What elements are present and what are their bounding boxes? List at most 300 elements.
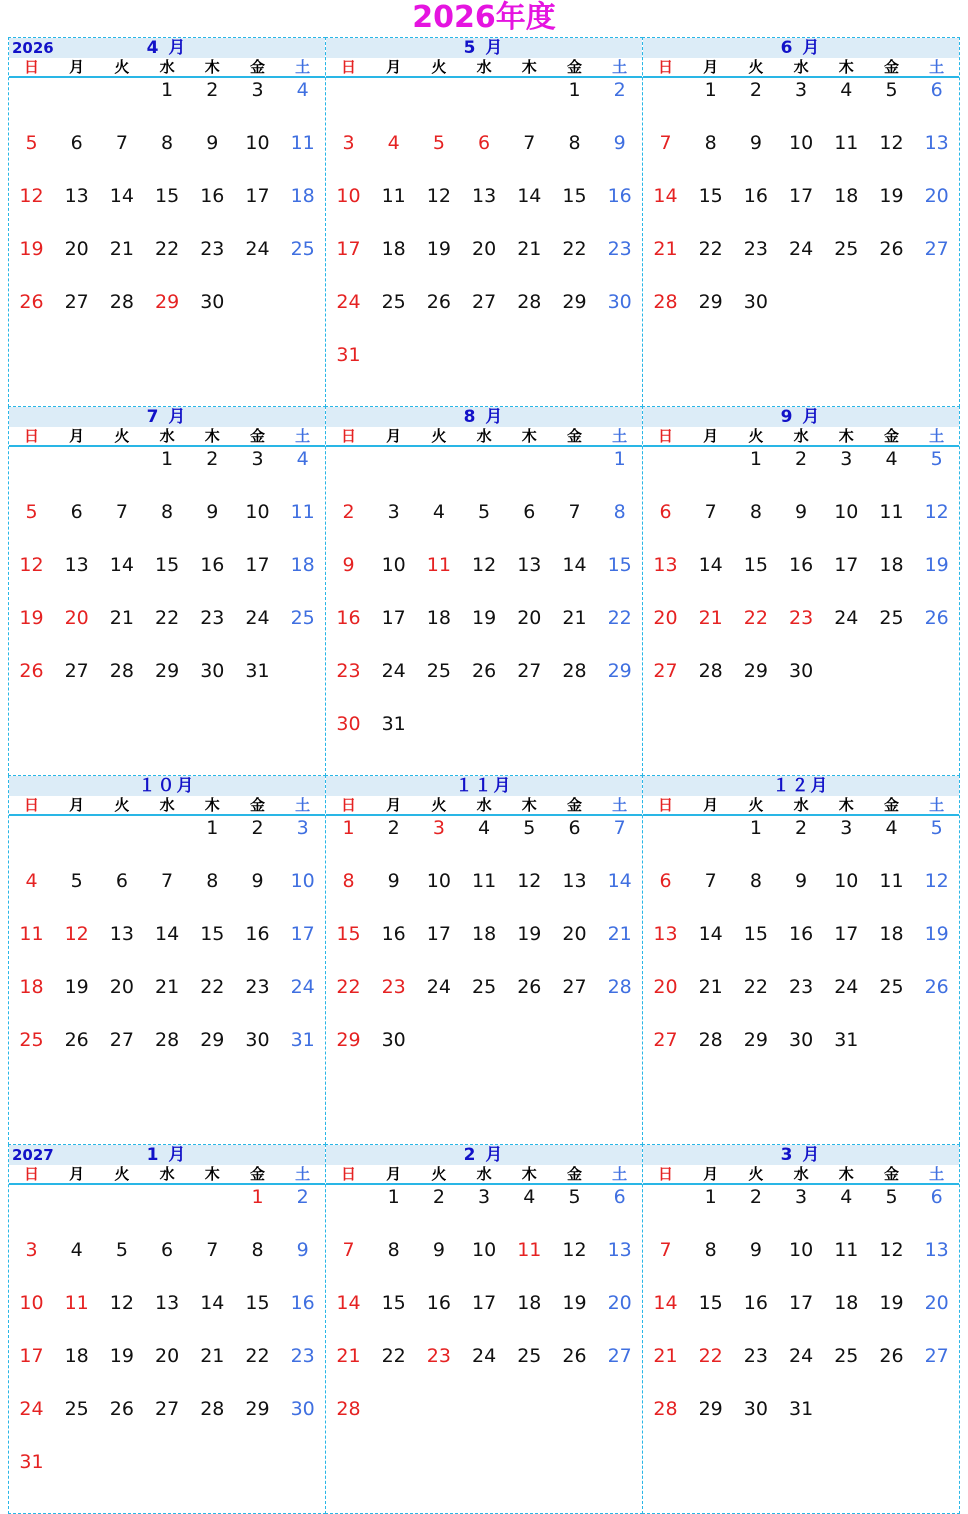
day-cell: 1 [749,448,762,470]
calendar-grid [8,37,960,1473]
weekday-label: 火 [748,58,764,76]
day-cell: 28 [562,660,587,682]
day-cell: 12 [517,870,542,892]
day-cell: 7 [659,1239,672,1261]
day-cell: 25 [879,607,904,629]
weekday-label: 水 [793,1165,809,1183]
day-cell: 27 [64,660,89,682]
day-cell: 7 [523,132,536,154]
day-cell: 16 [336,607,361,629]
day-cell: 8 [704,132,717,154]
day-cell: 11 [834,1239,859,1261]
day-cell: 13 [109,923,134,945]
day-cell: 9 [206,501,219,523]
weekday-label: 日 [23,796,39,814]
day-cell: 12 [924,870,949,892]
day-cell: 21 [200,1345,225,1367]
day-cell: 23 [426,1345,451,1367]
day-cell: 24 [245,238,270,260]
day-cell: 31 [336,344,361,366]
month-block [325,775,643,1145]
day-cell: 30 [336,713,361,735]
day-cell: 31 [19,1451,44,1473]
day-cell: 11 [290,501,315,523]
month-block [325,37,643,407]
weekday-label: 金 [566,427,582,445]
day-cell: 8 [161,501,174,523]
day-cell: 15 [698,185,723,207]
day-cell: 2 [387,817,400,839]
day-cell: 24 [472,1345,497,1367]
day-cell: 24 [426,976,451,998]
weekday-label: 月 [386,58,402,76]
day-cell: 18 [879,554,904,576]
day-cell: 27 [472,291,497,313]
day-cell: 16 [789,554,814,576]
day-cell: 19 [879,1292,904,1314]
day-cell: 10 [245,132,270,154]
day-cell: 17 [19,1345,44,1367]
day-cell: 10 [789,1239,814,1261]
day-cell: 14 [562,554,587,576]
day-cell: 17 [245,554,270,576]
day-cell: 19 [879,185,904,207]
weekday-label: 日 [340,427,356,445]
day-cell: 22 [245,1345,270,1367]
day-cell: 24 [290,976,315,998]
weekday-label: 火 [114,796,130,814]
day-cell: 22 [607,607,632,629]
day-cell: 14 [698,923,723,945]
day-cell: 23 [336,660,361,682]
day-cell: 19 [562,1292,587,1314]
day-cell: 28 [109,291,134,313]
day-cell: 22 [743,607,768,629]
day-cell: 29 [336,1029,361,1051]
weekday-label: 土 [295,427,311,445]
day-cell: 2 [251,817,264,839]
day-cell: 3 [25,1239,38,1261]
day-cell: 2 [206,448,219,470]
day-cell: 25 [834,238,859,260]
day-cell: 15 [155,554,180,576]
day-cell: 9 [251,870,264,892]
day-cell: 5 [885,1186,898,1208]
weekday-label: 水 [476,58,492,76]
day-cell: 18 [290,554,315,576]
day-cell: 16 [426,1292,451,1314]
day-cell: 27 [517,660,542,682]
weekday-header-row [9,427,325,447]
day-cell: 25 [290,607,315,629]
weekday-label: 土 [929,796,945,814]
weekday-label: 金 [883,427,899,445]
day-cell: 24 [245,607,270,629]
day-cell: 7 [342,1239,355,1261]
day-cell: 6 [930,79,943,101]
day-cell: 27 [155,1398,180,1420]
day-cell: 7 [206,1239,219,1261]
day-cell: 15 [155,185,180,207]
day-cell: 30 [200,660,225,682]
day-cell: 3 [387,501,400,523]
day-cell: 22 [562,238,587,260]
day-cell: 3 [795,1186,808,1208]
day-cell: 9 [613,132,626,154]
day-cell: 29 [698,1398,723,1420]
weekday-label: 土 [295,58,311,76]
day-cell: 12 [64,923,89,945]
day-cell: 18 [19,976,44,998]
day-cell: 2 [206,79,219,101]
weekday-label: 金 [566,796,582,814]
day-cell: 16 [743,185,768,207]
day-cell: 16 [381,923,406,945]
day-cell: 12 [879,132,904,154]
day-cell: 30 [245,1029,270,1051]
day-cell: 16 [245,923,270,945]
weekday-header-row [326,796,642,816]
day-cell: 29 [200,1029,225,1051]
weekday-label: 金 [249,1165,265,1183]
day-cell: 28 [698,1029,723,1051]
day-cell: 12 [924,501,949,523]
day-cell: 11 [517,1239,542,1261]
day-cell: 17 [426,923,451,945]
day-cell: 1 [704,79,717,101]
day-cell: 5 [885,79,898,101]
day-cell: 10 [381,554,406,576]
day-cell: 27 [653,660,678,682]
day-cell: 26 [562,1345,587,1367]
day-cell: 11 [64,1292,89,1314]
day-cell: 6 [70,132,83,154]
day-cell: 14 [653,185,678,207]
month-block [8,406,326,776]
weekday-label: 土 [929,58,945,76]
day-cell: 27 [607,1345,632,1367]
day-cell: 2 [749,79,762,101]
weekday-header-row [9,796,325,816]
day-cell: 8 [568,132,581,154]
weekday-label: 水 [476,1165,492,1183]
day-cell: 21 [517,238,542,260]
day-cell: 10 [426,870,451,892]
day-cell: 18 [472,923,497,945]
month-block [642,406,960,776]
day-cell: 19 [64,976,89,998]
weekday-label: 木 [838,427,854,445]
day-cell: 24 [19,1398,44,1420]
day-cell: 9 [749,132,762,154]
weekday-label: 金 [249,58,265,76]
day-cell: 3 [478,1186,491,1208]
weekday-header-row [326,427,642,447]
day-cell: 6 [613,1186,626,1208]
weekday-label: 日 [340,1165,356,1183]
weekday-label: 月 [386,427,402,445]
day-cell: 30 [200,291,225,313]
day-cell: 10 [789,132,814,154]
month-block [642,775,960,1145]
day-cell: 18 [64,1345,89,1367]
weekday-label: 火 [114,427,130,445]
weekday-label: 土 [295,796,311,814]
weekday-label: 水 [793,796,809,814]
day-cell: 7 [568,501,581,523]
weekday-label: 木 [838,796,854,814]
day-cell: 4 [840,79,853,101]
weekday-label: 月 [703,796,719,814]
day-cell: 15 [381,1292,406,1314]
weekday-header-row [326,58,642,78]
day-cell: 17 [245,185,270,207]
day-cell: 1 [704,1186,717,1208]
day-cell: 3 [342,132,355,154]
day-cell: 8 [613,501,626,523]
weekday-label: 水 [476,427,492,445]
day-cell: 11 [879,501,904,523]
weekday-label: 木 [521,58,537,76]
weekday-header-row [326,1165,642,1185]
day-cell: 18 [834,185,859,207]
weekday-label: 木 [838,1165,854,1183]
day-cell: 28 [517,291,542,313]
month-block [642,37,960,407]
weekday-header-row [643,58,959,78]
day-cell: 5 [478,501,491,523]
day-cell: 23 [789,976,814,998]
day-cell: 3 [251,448,264,470]
day-cell: 31 [290,1029,315,1051]
day-cell: 21 [653,1345,678,1367]
day-cell: 26 [426,291,451,313]
day-cell: 6 [161,1239,174,1261]
day-cell: 21 [336,1345,361,1367]
weekday-label: 水 [159,1165,175,1183]
day-cell: 13 [653,554,678,576]
day-cell: 29 [698,291,723,313]
weekday-label: 月 [703,1165,719,1183]
weekday-label: 土 [929,427,945,445]
day-cell: 26 [19,660,44,682]
day-cell: 1 [613,448,626,470]
day-cell: 1 [161,448,174,470]
weekday-label: 火 [748,1165,764,1183]
day-cell: 13 [64,554,89,576]
weekday-label: 月 [386,1165,402,1183]
day-cell: 8 [206,870,219,892]
day-cell: 6 [115,870,128,892]
day-cell: 8 [251,1239,264,1261]
day-cell: 9 [342,554,355,576]
day-cell: 18 [879,923,904,945]
day-cell: 12 [426,185,451,207]
day-cell: 2 [613,79,626,101]
weekday-label: 金 [883,796,899,814]
day-cell: 29 [155,660,180,682]
day-cell: 10 [19,1292,44,1314]
day-cell: 22 [336,976,361,998]
day-cell: 15 [245,1292,270,1314]
day-cell: 21 [698,976,723,998]
day-cell: 16 [290,1292,315,1314]
weekday-header-row [643,1165,959,1185]
day-cell: 17 [834,554,859,576]
day-cell: 6 [659,501,672,523]
day-cell: 25 [472,976,497,998]
day-cell: 23 [607,238,632,260]
day-cell: 9 [795,870,808,892]
day-cell: 5 [930,817,943,839]
day-cell: 8 [161,132,174,154]
day-cell: 27 [64,291,89,313]
day-cell: 15 [200,923,225,945]
day-cell: 5 [70,870,83,892]
day-cell: 8 [342,870,355,892]
day-cell: 18 [517,1292,542,1314]
month-block [325,1144,643,1514]
day-cell: 23 [200,607,225,629]
day-cell: 2 [296,1186,309,1208]
day-cell: 6 [930,1186,943,1208]
day-cell: 19 [472,607,497,629]
month-title: 1 月 [146,1145,188,1165]
day-cell: 4 [885,448,898,470]
weekday-label: 木 [204,427,220,445]
day-cell: 1 [342,817,355,839]
day-cell: 25 [381,291,406,313]
day-cell: 20 [653,607,678,629]
day-cell: 30 [607,291,632,313]
weekday-label: 日 [657,796,673,814]
day-cell: 11 [381,185,406,207]
day-cell: 8 [749,870,762,892]
weekday-label: 火 [431,427,447,445]
day-cell: 20 [607,1292,632,1314]
day-cell: 19 [924,923,949,945]
day-cell: 19 [109,1345,134,1367]
day-cell: 4 [478,817,491,839]
day-cell: 17 [789,1292,814,1314]
day-cell: 19 [517,923,542,945]
weekday-label: 土 [929,1165,945,1183]
day-cell: 20 [924,1292,949,1314]
weekday-label: 金 [249,427,265,445]
day-cell: 10 [336,185,361,207]
day-cell: 1 [161,79,174,101]
day-cell: 15 [562,185,587,207]
day-cell: 20 [653,976,678,998]
weekday-header-row [643,796,959,816]
day-cell: 5 [25,501,38,523]
day-cell: 23 [743,1345,768,1367]
weekday-label: 日 [23,427,39,445]
weekday-label: 月 [69,58,85,76]
day-cell: 15 [743,923,768,945]
day-cell: 25 [64,1398,89,1420]
day-cell: 20 [64,607,89,629]
weekday-label: 木 [838,58,854,76]
day-cell: 5 [568,1186,581,1208]
day-cell: 24 [336,291,361,313]
day-cell: 7 [704,501,717,523]
day-cell: 3 [840,448,853,470]
weekday-label: 火 [431,796,447,814]
day-cell: 9 [296,1239,309,1261]
day-cell: 10 [245,501,270,523]
year-label: 2026 [12,39,54,57]
day-cell: 12 [19,185,44,207]
day-cell: 29 [743,660,768,682]
day-cell: 30 [789,1029,814,1051]
weekday-label: 月 [69,796,85,814]
day-cell: 22 [381,1345,406,1367]
day-cell: 4 [296,79,309,101]
day-cell: 4 [840,1186,853,1208]
day-cell: 30 [290,1398,315,1420]
day-cell: 13 [924,1239,949,1261]
day-cell: 1 [568,79,581,101]
weekday-label: 金 [566,1165,582,1183]
day-cell: 12 [562,1239,587,1261]
weekday-label: 火 [114,1165,130,1183]
day-cell: 24 [789,1345,814,1367]
day-cell: 2 [749,1186,762,1208]
weekday-label: 水 [793,58,809,76]
day-cell: 31 [245,660,270,682]
day-cell: 2 [795,817,808,839]
day-cell: 13 [472,185,497,207]
day-cell: 6 [523,501,536,523]
day-cell: 26 [924,976,949,998]
weekday-label: 火 [431,1165,447,1183]
day-cell: 13 [562,870,587,892]
day-cell: 29 [743,1029,768,1051]
day-cell: 26 [64,1029,89,1051]
day-cell: 31 [381,713,406,735]
day-cell: 3 [432,817,445,839]
day-cell: 12 [879,1239,904,1261]
day-cell: 6 [478,132,491,154]
month-block [642,1144,960,1514]
day-cell: 20 [64,238,89,260]
day-cell: 3 [251,79,264,101]
day-cell: 7 [115,501,128,523]
weekday-label: 水 [159,427,175,445]
day-cell: 28 [653,1398,678,1420]
month-block [325,406,643,776]
day-cell: 4 [387,132,400,154]
weekday-label: 日 [340,58,356,76]
weekday-header-row [9,1165,325,1185]
day-cell: 14 [155,923,180,945]
day-cell: 1 [387,1186,400,1208]
day-cell: 17 [290,923,315,945]
day-cell: 14 [109,185,134,207]
day-cell: 21 [698,607,723,629]
day-cell: 6 [659,870,672,892]
day-cell: 14 [607,870,632,892]
day-cell: 10 [290,870,315,892]
day-cell: 19 [19,238,44,260]
day-cell: 17 [834,923,859,945]
day-cell: 26 [472,660,497,682]
day-cell: 7 [115,132,128,154]
weekday-label: 日 [657,427,673,445]
day-cell: 2 [795,448,808,470]
weekday-label: 月 [703,427,719,445]
